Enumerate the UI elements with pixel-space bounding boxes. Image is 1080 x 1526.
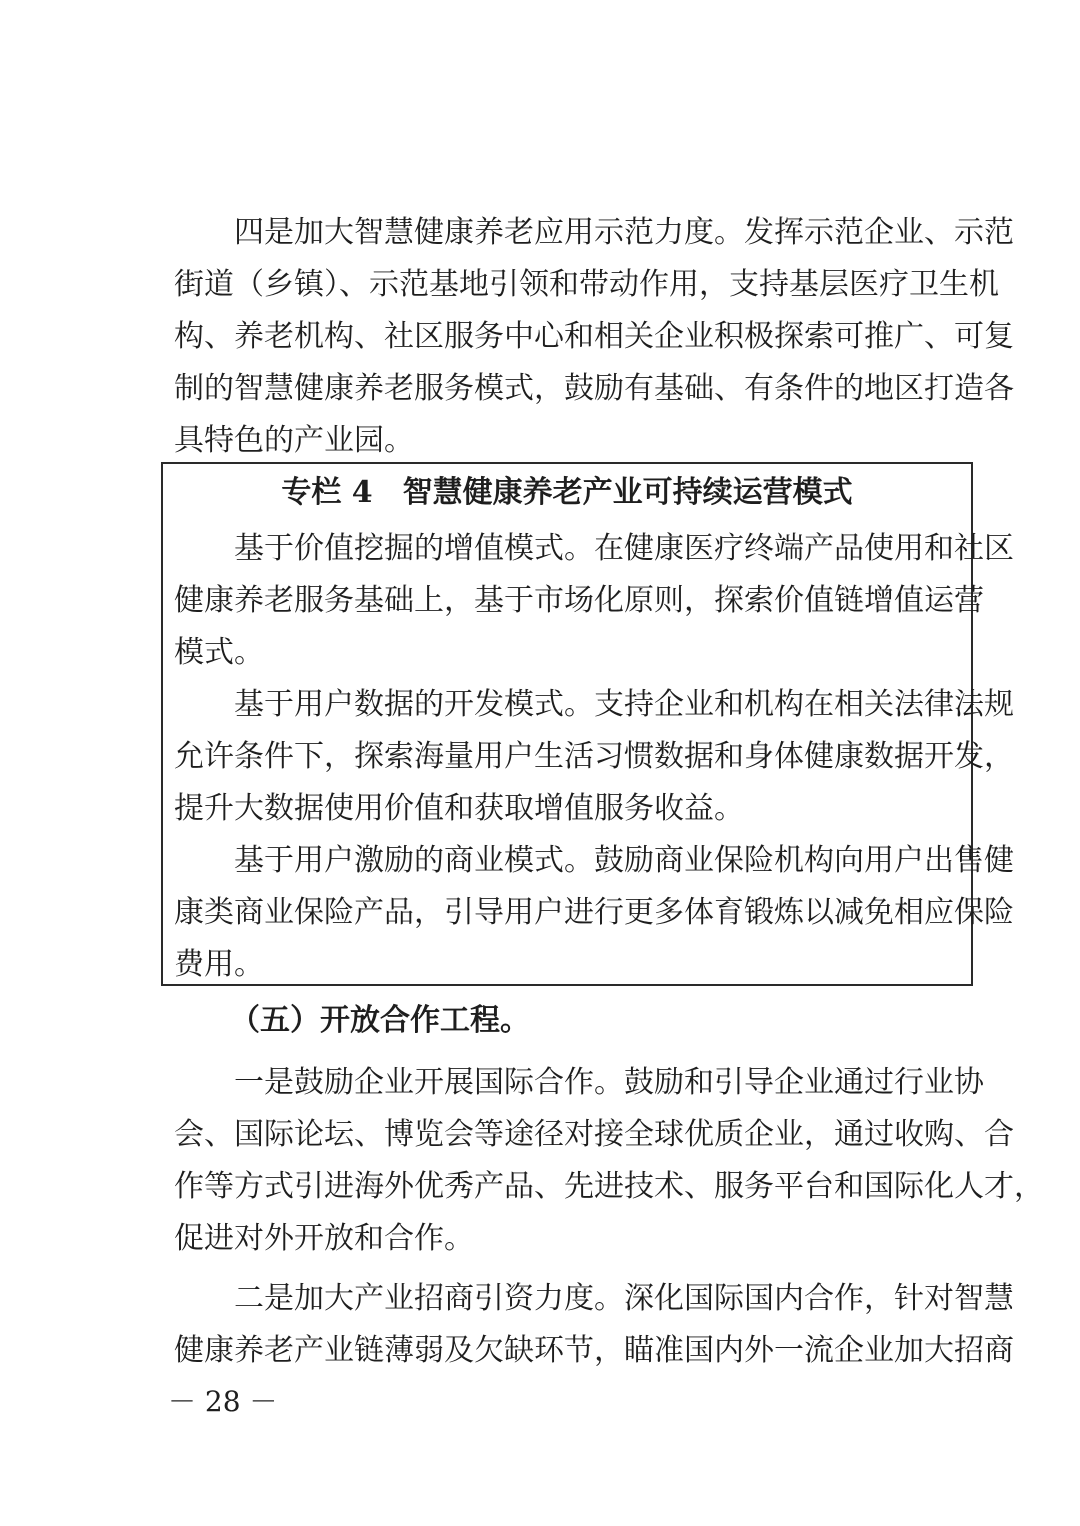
paragraph-4-line-4: 制的智慧健康养老服务模式，鼓励有基础、有条件的地区打造各 (174, 371, 1014, 406)
column-box-title: 专栏 4 智慧健康养老产业可持续运营模式 (281, 475, 853, 510)
column-item-3-line-3: 费用。 (174, 947, 264, 982)
paragraph-1-line-4: 促进对外开放和合作。 (174, 1221, 474, 1256)
column-item-1-line-3: 模式。 (174, 635, 264, 670)
column-item-1-line-1: 基于价值挖掘的增值模式。在健康医疗终端产品使用和社区 (234, 531, 1014, 566)
column-item-3-line-2: 康类商业保险产品，引导用户进行更多体育锻炼以减免相应保险 (174, 895, 1014, 930)
paragraph-4-line-3: 构、养老机构、社区服务中心和相关企业积极探索可推广、可复 (174, 319, 1014, 354)
paragraph-2-line-2: 健康养老产业链薄弱及欠缺环节，瞄准国内外一流企业加大招商 (174, 1333, 1014, 1368)
paragraph-1-line-1: 一是鼓励企业开展国际合作。鼓励和引导企业通过行业协 (234, 1065, 984, 1100)
column-item-2-line-1: 基于用户数据的开发模式。支持企业和机构在相关法律法规 (234, 687, 1014, 722)
column-item-2-line-2: 允许条件下，探索海量用户生活习惯数据和身体健康数据开发， (174, 739, 1014, 774)
section-heading: （五）开放合作工程。 (230, 1003, 530, 1038)
column-item-3-line-1: 基于用户激励的商业模式。鼓励商业保险机构向用户出售健 (234, 843, 1014, 878)
paragraph-1-line-2: 会、国际论坛、博览会等途径对接全球优质企业，通过收购、合 (174, 1117, 1014, 1152)
paragraph-2-line-1: 二是加大产业招商引资力度。深化国际国内合作，针对智慧 (234, 1281, 1014, 1316)
column-item-1-line-2: 健康养老服务基础上，基于市场化原则，探索价值链增值运营 (174, 583, 984, 618)
paragraph-4-line-1: 四是加大智慧健康养老应用示范力度。发挥示范企业、示范 (234, 215, 1014, 250)
column-item-2-line-3: 提升大数据使用价值和获取增值服务收益。 (174, 791, 744, 826)
paragraph-4-line-5: 具特色的产业园。 (174, 423, 414, 458)
paragraph-1-line-3: 作等方式引进海外优秀产品、先进技术、服务平台和国际化人才， (174, 1169, 1044, 1204)
page-number: － 28 － (168, 1385, 278, 1418)
paragraph-4-line-2: 街道（乡镇）、示范基地引领和带动作用，支持基层医疗卫生机 (174, 267, 999, 302)
